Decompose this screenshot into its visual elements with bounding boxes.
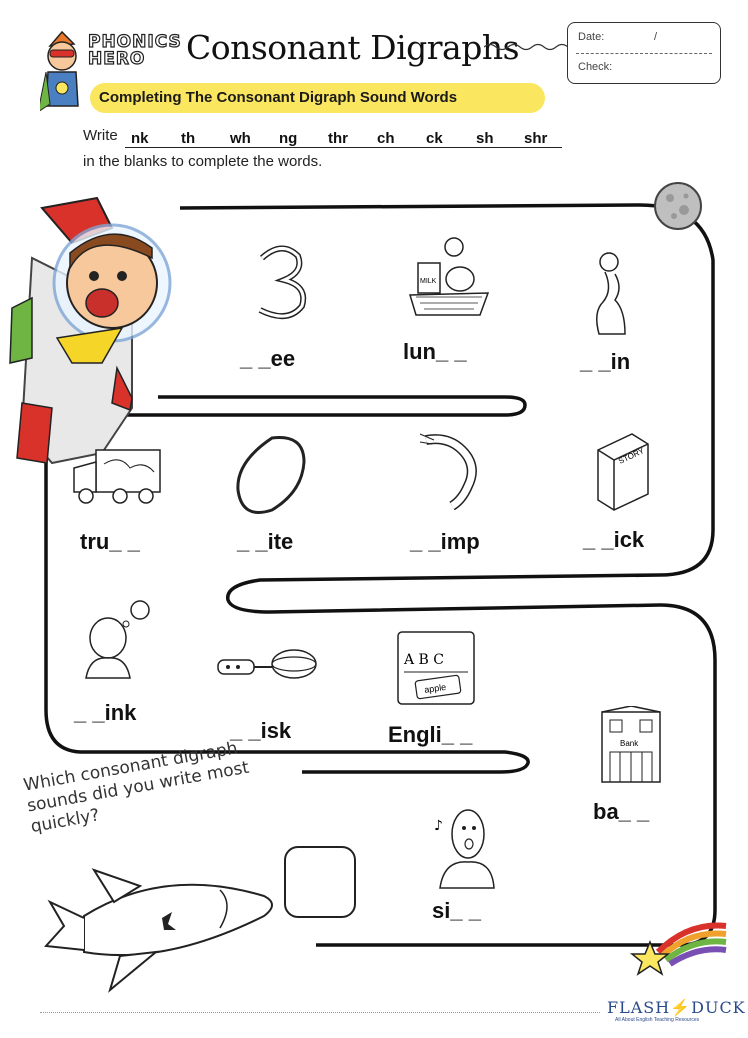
page-subtitle: Completing The Consonant Digraph Sound Words <box>99 89 458 106</box>
brand-line-2: HERO <box>88 49 146 69</box>
digraph-option: ck <box>426 130 443 147</box>
whisk-icon <box>216 644 318 686</box>
number-three-icon <box>252 244 312 322</box>
page-title: Consonant Digraphs <box>186 28 520 67</box>
word-blank: _ _ink <box>74 700 137 725</box>
footer-tagline: All About English Teaching Resources <box>615 1017 700 1023</box>
word-blank: tru_ _ <box>80 529 140 554</box>
moon-icon <box>650 180 706 232</box>
logo-right: DUCK <box>691 998 746 1017</box>
english-board-icon <box>394 628 478 710</box>
logo-left: FLASH <box>607 998 671 1017</box>
digraph-option: nk <box>131 130 149 147</box>
word-blank: _ _ick <box>583 527 645 552</box>
question-text: Which consonant digraph sounds did you write most quickly? <box>22 738 251 838</box>
word-blank: lun_ _ <box>403 339 467 364</box>
digraph-option: ng <box>279 130 298 147</box>
digraph-option: thr <box>328 130 348 147</box>
astronaut-hero-icon <box>2 188 177 473</box>
word-blank: ba_ _ <box>593 799 650 824</box>
rocket-icon <box>44 856 280 998</box>
digraph-option: th <box>181 130 196 147</box>
svg-text:♪: ♪ <box>434 818 443 834</box>
flash-duck-logo <box>607 998 746 1017</box>
date-separator: / <box>654 31 658 43</box>
word-blank: _ _ee <box>240 346 296 371</box>
brand-line-1: PHONICS <box>88 32 182 52</box>
digraph-option: shr <box>524 130 548 147</box>
thick-book-icon <box>592 430 652 512</box>
svg-text:apple: apple <box>423 681 447 695</box>
check-label: Check: <box>578 61 613 73</box>
white-blob-icon <box>232 432 310 518</box>
digraph-option: wh <box>230 130 251 147</box>
svg-text:STORY: STORY <box>617 446 646 466</box>
word-blank: _ _in <box>580 349 631 374</box>
date-label: Date: <box>578 31 605 43</box>
bank-building-icon <box>596 706 666 786</box>
word-blank: _ _ite <box>237 529 294 554</box>
word-blank: Engli_ _ <box>388 722 473 747</box>
svg-text:MILK: MILK <box>420 278 437 285</box>
word-blank: _ _imp <box>410 529 480 554</box>
shooting-star-icon <box>628 916 728 978</box>
digraph-option: sh <box>476 130 494 147</box>
instruction-line-2: in the blanks to complete the words. <box>83 153 323 170</box>
instruction-write-label: Write <box>83 127 118 144</box>
truck-icon <box>70 444 162 506</box>
singing-person-icon <box>432 800 498 892</box>
digraph-option: ch <box>377 130 395 147</box>
shin-leg-icon <box>585 250 635 338</box>
shrimp-icon <box>418 430 486 510</box>
svg-text:A B C: A B C <box>404 652 445 668</box>
svg-text:Bank: Bank <box>620 739 639 748</box>
word-blank: si_ _ <box>432 898 481 923</box>
lightning-bolt-icon: ⚡ <box>670 998 692 1017</box>
thinking-person-icon <box>80 598 154 680</box>
lunch-tray-icon <box>408 235 493 317</box>
footer-divider <box>40 1012 600 1013</box>
answer-box[interactable] <box>284 846 356 918</box>
word-blank: _ _isk <box>230 718 292 743</box>
